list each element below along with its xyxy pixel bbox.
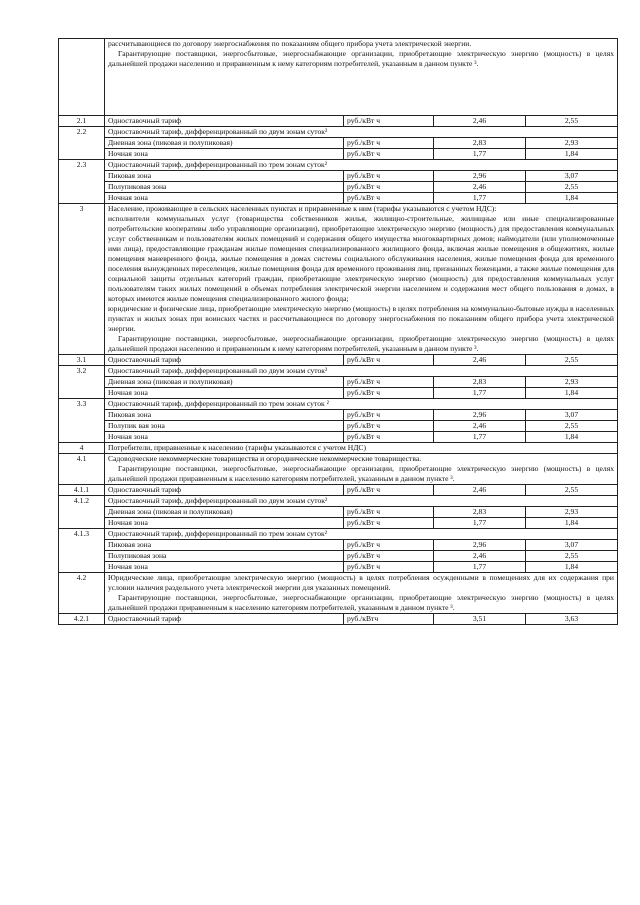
section-text: рассчитывающиеся по договору энергоснабжения по показаниям общего прибора учета электрической энергии. Гарантирующие поставщики, энергосбытовые, энергоснабжающие организации, приобретающие электрическую энергию (мощность) в целях дальнейшей продажи населению и приравненным к нему категориям потребителей, указанным в данном пункте ³. [105,39,618,116]
table-row: Дневная зона (пиковая и полупиковая) руб./кВт ч 2,83 2,93 [59,507,618,518]
section-text: Юридические лица, приобретающие электрическую энергию (мощность) в целях потребления осужденными в помещениях для их содержания при условии наличия раздельного учета электрической энергии для указанных помещений. Гарантирующие поставщики, энергосбытовые, энергоснабжающие организации, приобретающие электрическую энергию (мощность) в целях дальнейшей продажи приравненным к населению категориям потребителей, указанным в данном пункте ³. [105,573,618,614]
table-row: 3 Население, проживающее в сельских населенных пунктах и приравненные к ним (тарифы указываются с учетом НДС): исполнители коммунальных услуг (товарищества собственников жилья, жилищно-строительные, жилищные или иные специализированные потребительские кооперативы либо управляющие организации), приобретающие электрическую энергию (мощность) для предоставления коммунальных услуг собственникам и пользователям жилых помещений и содержания общего имущества многоквартирных домов; наймодатели (или уполномоченные ими лица), предоставляющие гражданам жилые помещения специализированного жилищного фонда, включая жилые помещения в общежитиях, жилые помещения маневренного фонда, жилые помещения в домах системы социального обслуживания населения, жилые помещения фонда для временного поселения вынужденных переселенцев, жилые помещения фонда для временного проживания лиц, признанных беженцами, а также жилые помещения для социальной защиты отдельных категорий граждан, приобретающие электрическую энергию (мощность) для предоставления коммунальных услуг пользователям таких жилых помещений в объемах потребления электрической энергии населением и содержания мест общего пользования в домах, в которых имеются жилые помещения специализированного жилого фонда; юридические и физические лица, приобретающие электрическую энергию (мощность) в целях потребления на коммунально-бытовые нужды в населенных пунктах и жилых зонах при воинских частях и рассчитывающиеся по договору энергоснабжения по показаниям общего прибора учета электрической энергии. Гарантирующие поставщики, энергосбытовые, энергоснабжающие организации, приобретающие электрическую энергию (мощность) в целях дальнейшей продажи населению и приравненным к нему категориям потребителей, указанным в данном пункте ³. [59,204,618,355]
table-row: 3.2 Одноставочный тариф, дифференцированный по двум зонам суток² [59,366,618,377]
table-row: 4.1.3 Одноставочный тариф, дифференцированный по трем зонам суток² [59,529,618,540]
table-row: 3.3 Одноставочный тариф, дифференцированный по трем зонам суток ² [59,399,618,410]
table-row: Дневная зона (пиковая и полупиковая) руб./кВт ч 2,83 2,93 [59,377,618,388]
table-row: 4.1.1 Одноставочный тариф руб./кВт ч 2,46 2,55 [59,485,618,496]
table-row: Пиковая зона руб./кВт ч 2,96 3,07 [59,540,618,551]
table-row: 2.3 Одноставочный тариф, дифференцированный по трем зонам суток² [59,160,618,171]
table-row: Ночная зона руб./кВт ч 1,77 1,84 [59,193,618,204]
table-row: 3.1 Одноставочный тариф руб./кВт ч 2,46 2,55 [59,355,618,366]
table-row: Ночная зона руб./кВт ч 1,77 1,84 [59,388,618,399]
table-row: Дневная зона (пиковая и полупиковая) руб./кВт ч 2,83 2,93 [59,138,618,149]
table-row: Полупик вая зона руб./кВт ч 2,46 2,55 [59,421,618,432]
table-row [59,39,618,116]
table-row: Пиковая зона руб./кВт ч 2,96 3,07 [59,410,618,421]
table-row: 4.1.2 Одноставочный тариф, дифференцированный по двум зонам суток² [59,496,618,507]
table-row: Полупиковая зона руб./кВт ч 2,46 2,55 [59,182,618,193]
table-row: Ночная зона руб./кВт ч 1,77 1,84 [59,518,618,529]
table-row: 4 Потребители, приравненные к населению (тарифы указываются с учетом НДС) [59,443,618,454]
section-text: Население, проживающее в сельских населенных пунктах и приравненные к ним (тарифы указываются с учетом НДС): исполнители коммунальных услуг (товарищества собственников жилья, жилищно-строительные, жилищные или иные специализированные потребительские кооперативы либо управляющие организации), приобретающие электрическую энергию (мощность) для предоставления коммунальных услуг собственникам и пользователям жилых помещений и содержания общего имущества многоквартирных домов; наймодатели (или уполномоченные ими лица), предоставляющие гражданам жилые помещения специализированного жилищного фонда, включая жилые помещения в общежитиях, жилые помещения маневренного фонда, жилые помещения в домах системы социального обслуживания населения, жилые помещения фонда для временного поселения вынужденных переселенцев, жилые помещения фонда для временного проживания лиц, признанных беженцами, а также жилые помещения для социальной защиты отдельных категорий граждан, приобретающие электрическую энергию (мощность) для предоставления коммунальных услуг пользователям таких жилых помещений в объемах потребления электрической энергии населением и содержания мест общего пользования в домах, в которых имеются жилые помещения специализированного жилого фонда; юридические и физические лица, приобретающие электрическую энергию (мощность) в целях потребления на коммунально-бытовые нужды в населенных пунктах и жилых зонах при воинских частях и рассчитывающиеся по договору энергоснабжения по показаниям общего прибора учета электрической энергии. Гарантирующие поставщики, энергосбытовые, энергоснабжающие организации, приобретающие электрическую энергию (мощность) в целях дальнейшей продажи населению и приравненным к нему категориям потребителей, указанным в данном пункте ³. [105,204,618,355]
table-row: Пиковая зона руб./кВт ч 2,96 3,07 [59,171,618,182]
table-row: 4.2.1 Одноставочный тариф руб./кВтч 3,51 3,63 [59,614,618,625]
table-row: 2.1 Одноставочный тариф руб./кВт ч 2,46 2,55 [59,116,618,127]
table-row: 2.2 Одноставочный тариф, дифференцированный по двум зонам суток² [59,127,618,138]
table-row: Ночная зона руб./кВт ч 1,77 1,84 [59,562,618,573]
table-row: Ночная зона руб./кВт ч 1,77 1,84 [59,432,618,443]
section-text: Садоводческие некоммерческие товарищества и огороднические некоммерческие товарищества. Гарантирующие поставщики, энергосбытовые, энергоснабжающие организации, приобретающие электрическую энергию (мощность) в целях дальнейшей продажи приравненным к населению категориям потребителей, указанным в данном пункте ³. [105,454,618,485]
table-row: Ночная зона руб./кВт ч 1,77 1,84 [59,149,618,160]
tariff-table [58,38,618,625]
table-row: 4.1 Садоводческие некоммерческие товарищества и огороднические некоммерческие товарищества. Гарантирующие поставщики, энергосбытовые, энергоснабжающие организации, приобретающие электрическую энергию (мощность) в целях дальнейшей продажи приравненным к населению категориям потребителей, указанным в данном пункте ³. [59,454,618,485]
table-row: 4.2 Юридические лица, приобретающие электрическую энергию (мощность) в целях потребления осужденными в помещениях для их содержания при условии наличия раздельного учета электрической энергии для указанных помещений. Гарантирующие поставщики, энергосбытовые, энергоснабжающие организации, приобретающие электрическую энергию (мощность) в целях дальнейшей продажи приравненным к населению категориям потребителей, указанным в данном пункте ³. [59,573,618,614]
table-row: Полупиковая зона руб./кВт ч 2,46 2,55 [59,551,618,562]
